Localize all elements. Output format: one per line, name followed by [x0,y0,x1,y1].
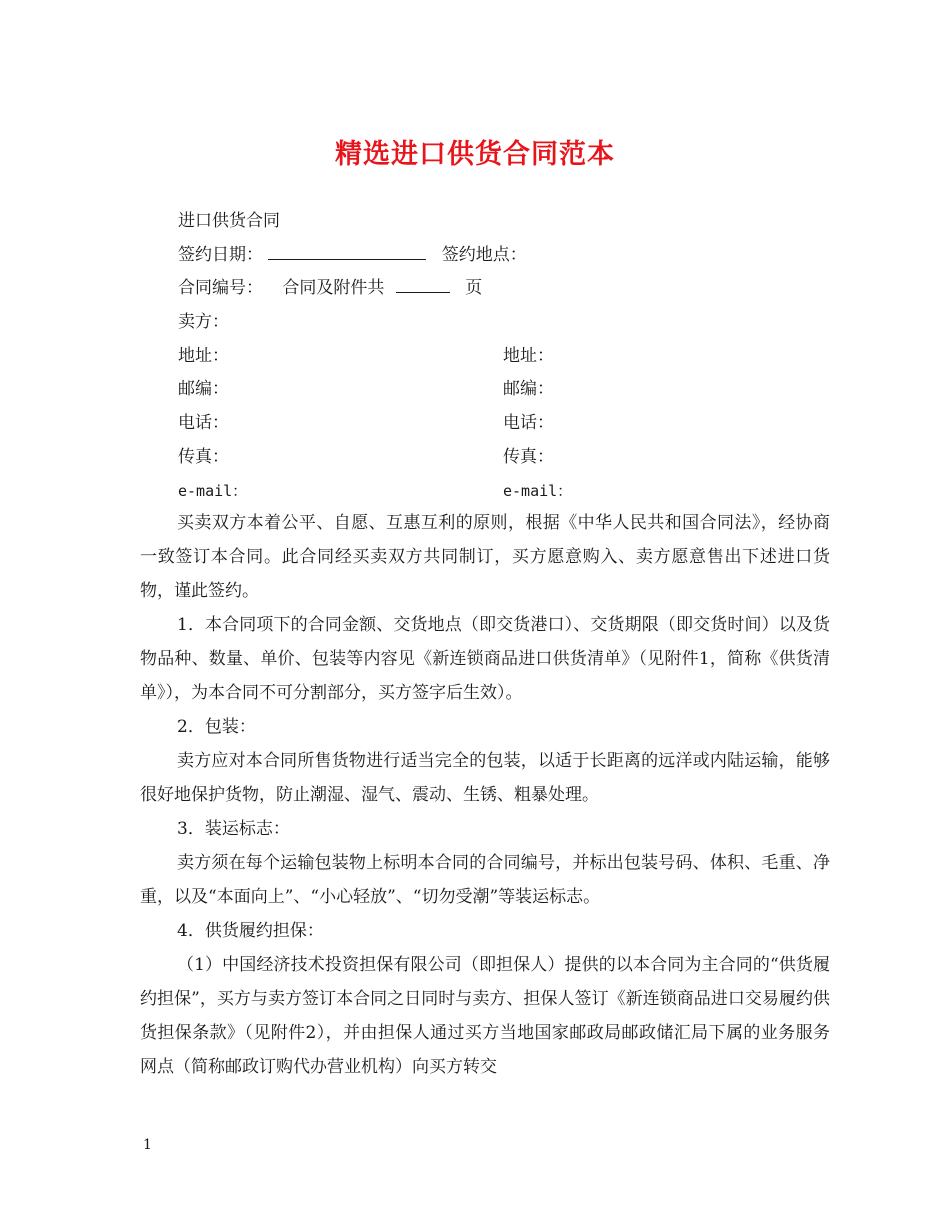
document-title: 精选进口供货合同范本 [335,139,615,170]
clause-4-heading: 4．供货履约担保： [177,921,324,941]
seller-phone-label: 电话： [178,413,229,433]
clause-2-paragraph: 卖方应对本合同所售货物进行适当完全的包装，以适于长距离的远洋或内陆运输，能够很好地保护货物，防止潮湿、湿气、震动、生锈、粗暴处理。 [140,751,830,805]
buyer-phone-label: 电话： [503,413,554,433]
sign-date-blank [268,245,426,260]
seller-fax-label: 传真： [178,447,229,467]
sign-line [178,244,527,266]
seller-postcode-label: 邮编： [178,379,229,399]
clause-1-paragraph: 1．本合同项下的合同金额、交货地点（即交货港口）、交货期限（即交货时间）以及货物品种、数量、单价、包装等内容见《新连锁商品进口供货清单》（见附件1，简称《供货清单》），为本合同不可分割部分，买方签字后生效）。 [140,615,830,703]
sign-place-label: 签约地点： [441,245,527,265]
clause-2-heading: 2．包装： [177,717,256,737]
seller-email-label: e-mail： [178,482,248,500]
contract-name: 进口供货合同 [178,211,280,231]
attachment-suffix: 页 [465,278,483,298]
clause-3-paragraph: 卖方须在每个运输包装物上标明本合同的合同编号，并标出包装号码、体积、毛重、净重，以及“本面向上”、“小心轻放”、“切勿受潮”等装运标志。 [140,853,830,907]
buyer-address-label: 地址： [503,346,554,366]
buyer-postcode-label: 邮编： [503,379,554,399]
seller-label: 卖方： [178,312,229,332]
clause-3-heading: 3．装运标志： [177,819,290,839]
page-number: 1 [143,1137,152,1153]
contract-number-label: 合同编号： [178,278,263,298]
buyer-email-label: e-mail： [503,482,573,500]
contract-number-line [178,277,482,299]
sign-date-label: 签约日期： [178,245,263,265]
page-count-blank [396,278,450,293]
clause-4-paragraph: （1）中国经济技术投资担保有限公司（即担保人）提供的以本合同为主合同的“供货履约担保”，买方与卖方签订本合同之日同时与卖方、担保人签订《新连锁商品进口交易履约供货担保条款》（见附件2），并由担保人通过买方当地国家邮政局邮政储汇局下属的业务服务网点（简称邮政订购代办营业机构）向买方转交 [140,955,830,1077]
contract-body [140,506,830,1084]
intro-paragraph: 买卖双方本着公平、自愿、互惠互利的原则，根据《中华人民共和国合同法》，经协商一致签订本合同。此合同经买卖双方共同制订，买方愿意购入、卖方愿意售出下述进口货物，谨此签约。 [140,513,830,601]
attachment-prefix: 合同及附件共 [282,278,385,298]
buyer-fax-label: 传真： [503,447,554,467]
seller-address-label: 地址： [178,346,229,366]
